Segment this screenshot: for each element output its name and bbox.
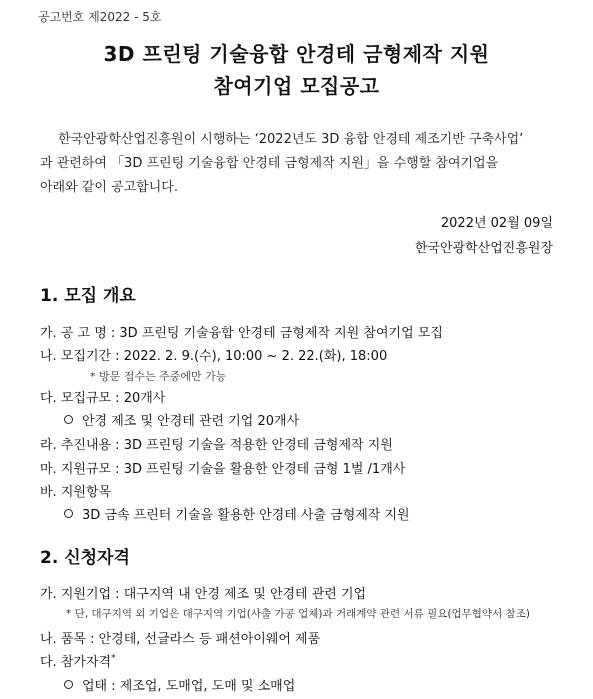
- overview-bullet-scale-text: 안경 제조 및 안경테 관련 기업 20개사: [82, 414, 300, 429]
- eligibility-item-qualification: [40, 651, 116, 670]
- overview-item-scale: 다. 모집규모 : 20개사: [40, 391, 166, 406]
- bullet-circle-icon: [64, 509, 73, 518]
- overview-item-support-scale: 마. 지원규모 : 3D 프린팅 기술을 활용한 안경테 금형 1벌 /1개사: [40, 462, 406, 477]
- eligibility-bullet-business-text: 업태 : 제조업, 도매업, 도매 및 소매업: [82, 679, 296, 694]
- intro-line-1: 한국안광학산업진흥원이 시행하는 ‘2022년도 3D 융합 안경테 제조기반 구축사업’: [58, 132, 524, 147]
- overview-item-title: 가. 공 고 명 : 3D 프린팅 기술융합 안경테 금형제작 지원 참여기업 모집: [40, 326, 443, 341]
- section-heading-eligibility: 2. 신청자격: [40, 548, 130, 568]
- document-title: 3D 프린팅 기술융합 안경테 금형제작 지원: [103, 42, 490, 66]
- overview-item-support-items: 바. 지원항목: [40, 485, 112, 500]
- overview-bullet-support: [64, 504, 410, 523]
- intro-line-3: 아래와 같이 공고합니다.: [40, 180, 178, 195]
- footnote-marker: *: [111, 653, 116, 664]
- overview-note-visit: * 방문 접수는 주중에만 가능: [90, 370, 227, 383]
- overview-item-content: 라. 추진내용 : 3D 프린팅 기술을 적용한 안경테 금형제작 지원: [40, 438, 393, 453]
- overview-bullet-support-text: 3D 금속 프린터 기술을 활용한 안경테 사출 금형제작 지원: [82, 508, 410, 523]
- eligibility-item-products: 나. 품목 : 안경테, 선글라스 등 패션아이웨어 제품: [40, 632, 321, 647]
- bullet-circle-icon: [64, 415, 73, 424]
- eligibility-bullet-business: [64, 675, 295, 694]
- issuing-organization: 한국안광학산업진흥원장: [414, 241, 553, 256]
- eligibility-item-company: 가. 지원기업 : 대구지역 내 안경 제조 및 안경테 관련 기업: [40, 587, 367, 602]
- bullet-circle-icon: [64, 680, 73, 689]
- document-subtitle: 참여기업 모집공고: [213, 74, 380, 98]
- overview-bullet-scale: [64, 410, 299, 429]
- eligibility-note-region: * 단, 대구지역 외 기업은 대구지역 기업(사출 가공 업체)과 거래계약 관련 서류 필요(업무협약서 참조): [66, 608, 530, 620]
- eligibility-qualification-text: 다. 참가자격: [40, 655, 112, 670]
- section-heading-overview: 1. 모집 개요: [40, 286, 136, 306]
- notice-number: 공고번호 제2022 - 5호: [38, 10, 162, 24]
- intro-line-2: 과 관련하여 「3D 프린팅 기술융합 안경테 금형제작 지원」을 수행할 참여기업을: [40, 156, 499, 171]
- overview-item-period: 나. 모집기간 : 2022. 2. 9.(수), 10:00 ~ 2. 22.(화), 18:00: [40, 349, 388, 364]
- notice-date: 2022년 02월 09일: [440, 216, 553, 231]
